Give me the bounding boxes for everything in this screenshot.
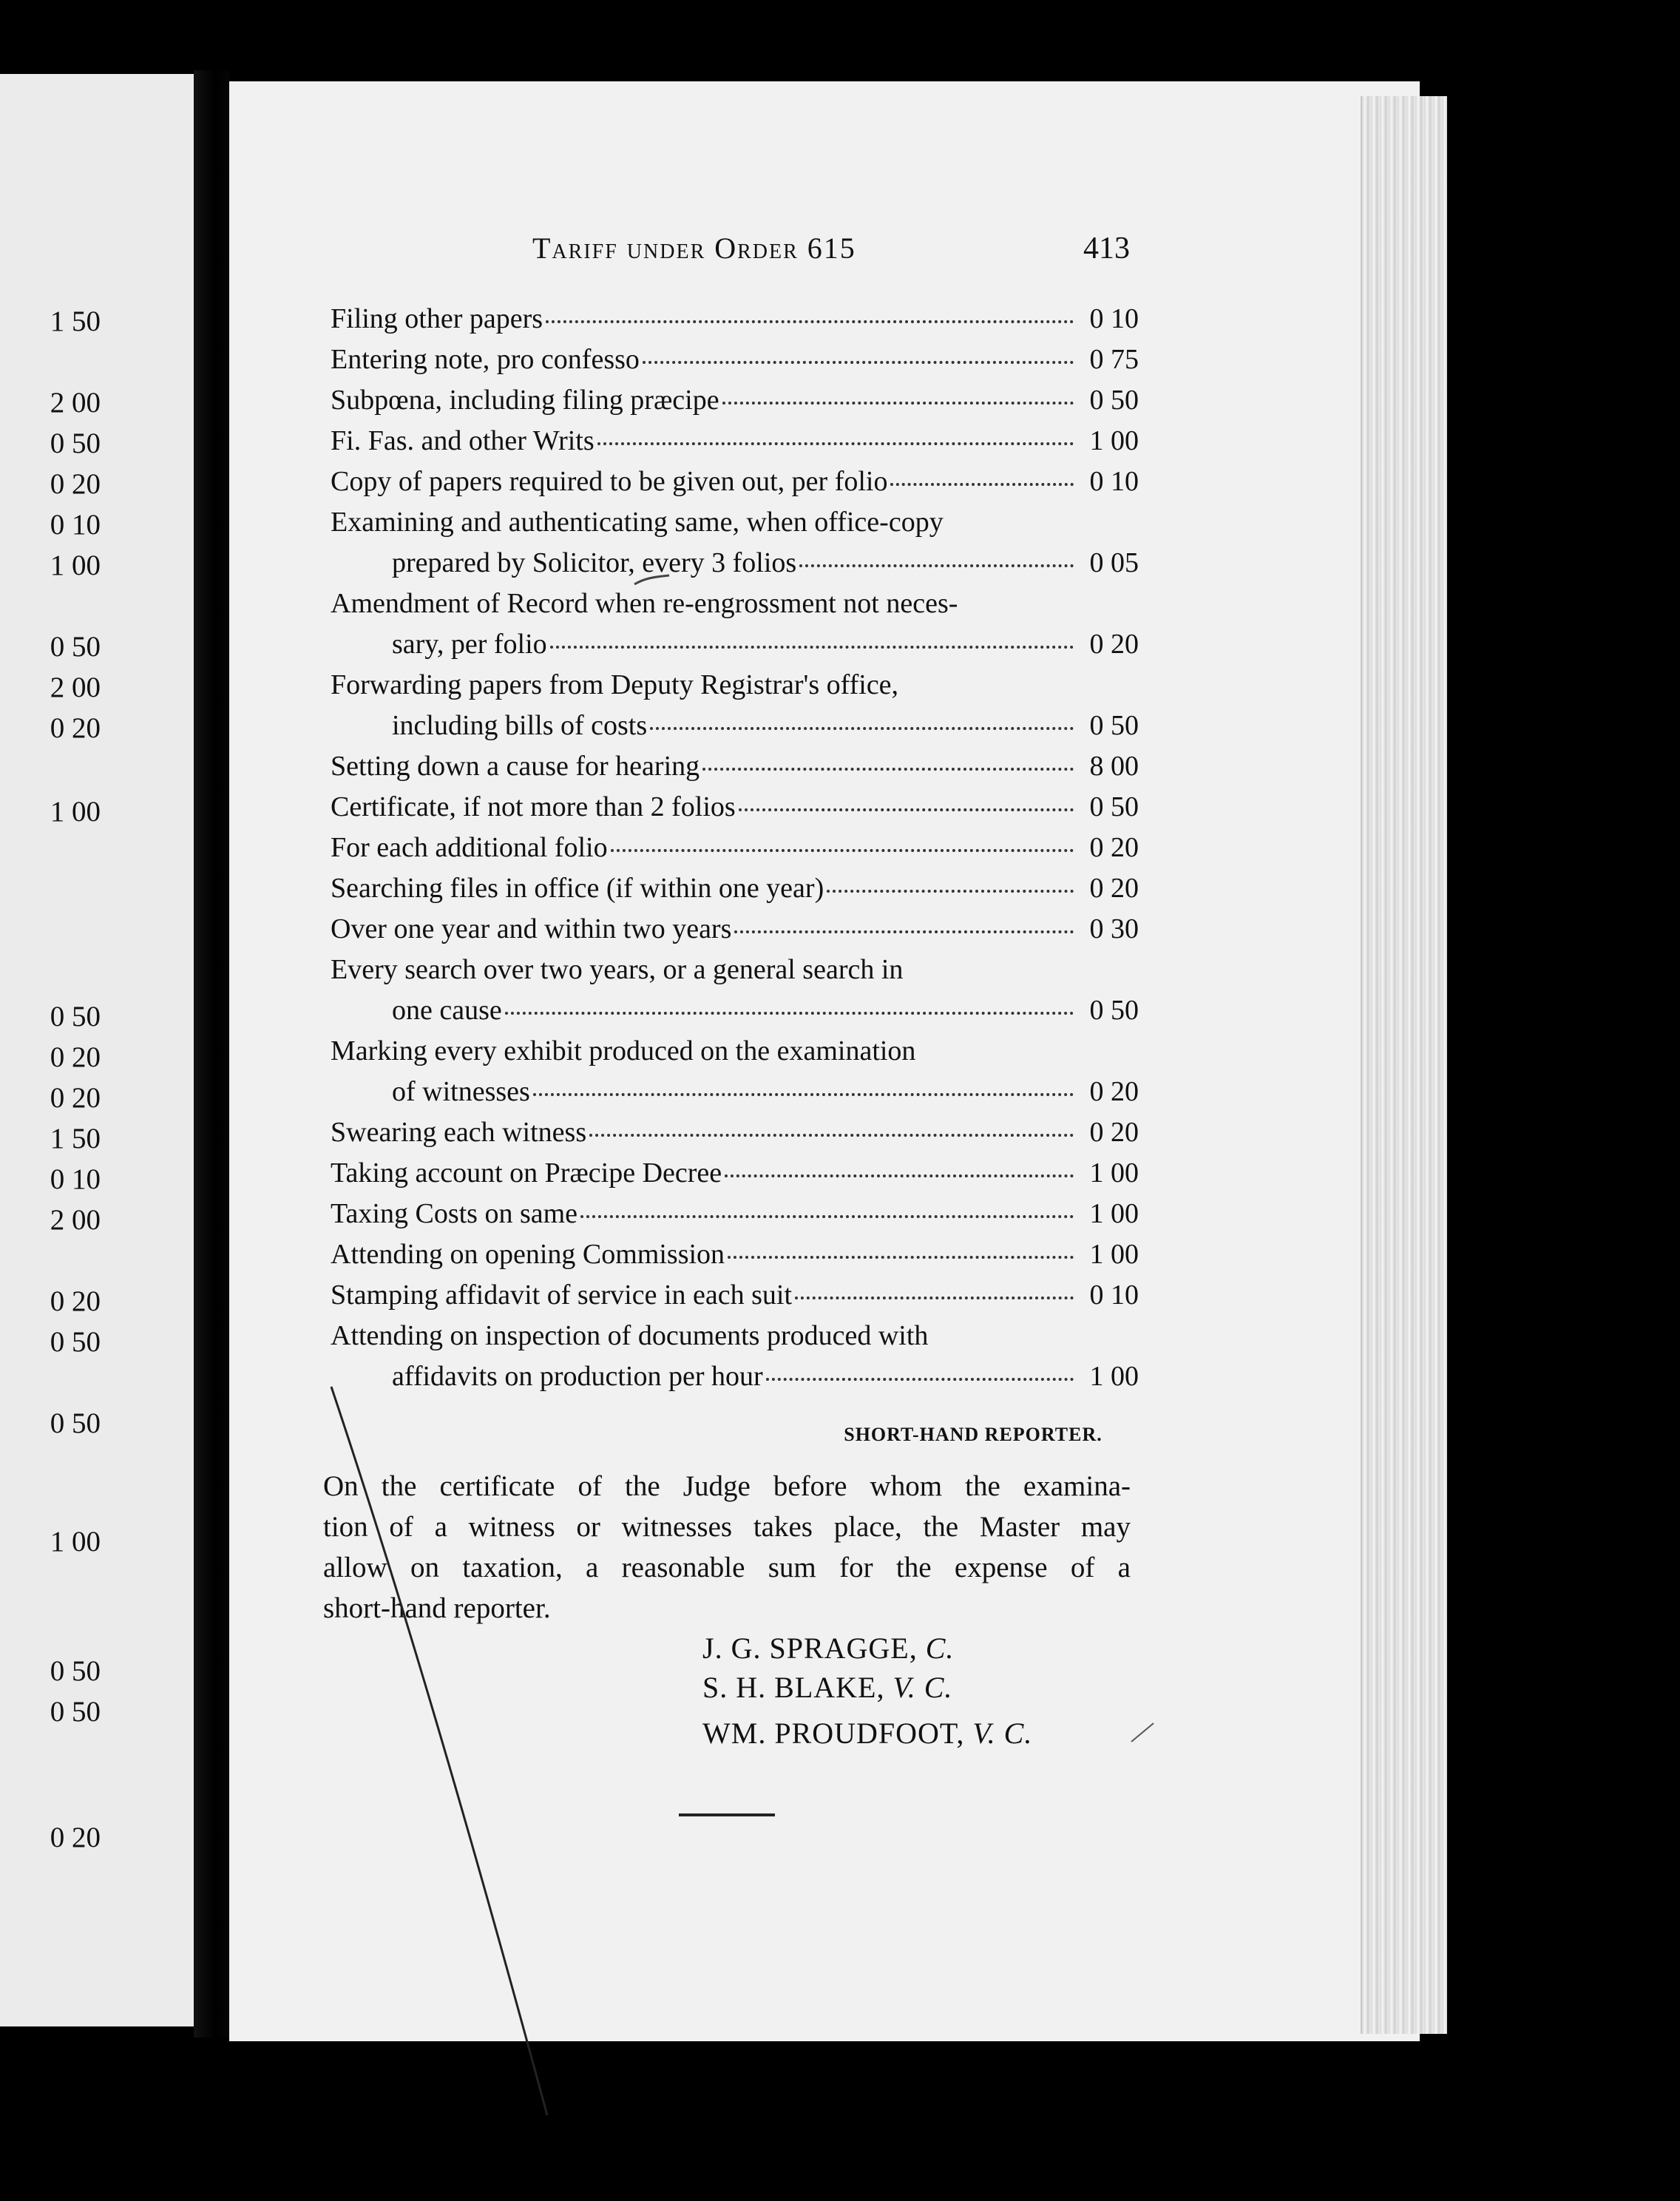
fee-description: sary, per folio <box>392 629 547 660</box>
fee-description: Searching files in office (if within one year) <box>331 873 824 904</box>
fee-amount: 1 00 <box>1089 1361 1139 1392</box>
fee-amount: 1 00 <box>1089 1198 1139 1229</box>
fee-amount: 0 20 <box>1089 1117 1139 1148</box>
left-amount: 0 50 <box>50 1655 101 1687</box>
fee-description: Stamping affidavit of service in each suit <box>331 1279 793 1311</box>
fee-description: one cause <box>392 995 502 1026</box>
fee-description: Setting down a cause for hearing <box>331 751 700 782</box>
left-amount: 0 50 <box>50 1001 101 1032</box>
fee-amount: 0 10 <box>1089 303 1139 334</box>
signer-title: V. C. <box>972 1717 1033 1750</box>
signer-name: WM. PROUDFOOT, <box>702 1717 965 1750</box>
fee-amount: 0 10 <box>1089 466 1139 497</box>
left-amount: 2 00 <box>50 672 101 703</box>
fee-description: Subpœna, including filing præcipe <box>331 385 719 416</box>
left-amount: 0 20 <box>50 1041 101 1073</box>
fee-amount: 0 20 <box>1089 873 1139 904</box>
fee-amount: 1 00 <box>1089 425 1139 456</box>
fee-amount: 0 50 <box>1089 710 1139 741</box>
fee-description: Attending on inspection of documents produced with <box>331 1320 929 1351</box>
section-title: SHORT-HAND REPORTER. <box>844 1424 1102 1445</box>
fee-description: Entering note, pro confesso <box>331 344 640 375</box>
paragraph-line: allow on taxation, a reasonable sum for the expense of a <box>323 1552 1131 1583</box>
paragraph-line: On the certificate of the Judge before whom the examina- <box>323 1470 1131 1502</box>
left-amount: 1 00 <box>50 796 101 828</box>
fee-amount: 0 20 <box>1089 832 1139 863</box>
left-amount: 2 00 <box>50 387 101 419</box>
fee-amount: 0 30 <box>1089 913 1139 944</box>
left-amount: 0 50 <box>50 1696 101 1728</box>
fee-amount: 0 50 <box>1089 791 1139 822</box>
fee-description: of witnesses <box>392 1076 530 1107</box>
left-amount: 1 00 <box>50 550 101 581</box>
running-head: Tariff under Order 615 <box>532 231 856 265</box>
fee-amount: 0 20 <box>1089 1076 1139 1107</box>
fee-description: Forwarding papers from Deputy Registrar's office, <box>331 669 899 700</box>
left-amount: 0 50 <box>50 427 101 459</box>
signer-name: J. G. SPRAGGE, <box>702 1632 918 1665</box>
fee-amount: 0 75 <box>1089 344 1139 375</box>
fee-description: Taxing Costs on same <box>331 1198 578 1229</box>
left-amount: 0 50 <box>50 1326 101 1358</box>
fee-amount: 0 50 <box>1089 385 1139 416</box>
signer-name: S. H. BLAKE, <box>702 1671 885 1704</box>
fee-description: Taking account on Præcipe Decree <box>331 1157 722 1189</box>
fee-amount: 0 20 <box>1089 629 1139 660</box>
left-amount: 0 20 <box>50 1285 101 1317</box>
left-amount: 0 10 <box>50 1163 101 1195</box>
fee-description: Every search over two years, or a general search in <box>331 954 904 985</box>
left-amount: 0 50 <box>50 1407 101 1439</box>
left-amount: 1 50 <box>50 1123 101 1154</box>
fee-description: affidavits on production per hour <box>392 1361 763 1392</box>
left-amount: 0 20 <box>50 712 101 744</box>
left-amount: 2 00 <box>50 1204 101 1236</box>
fee-amount: 0 10 <box>1089 1279 1139 1311</box>
fee-description: Copy of papers required to be given out, per folio <box>331 466 888 497</box>
page-number: 413 <box>1083 231 1130 266</box>
paragraph-line: short-hand reporter. <box>323 1592 551 1624</box>
fee-description: including bills of costs <box>392 710 648 741</box>
paragraph-line: tion of a witness or witnesses takes place, the Master may <box>323 1511 1131 1543</box>
left-amount: 0 50 <box>50 631 101 663</box>
left-amount: 0 20 <box>50 1082 101 1114</box>
fee-description: Examining and authenticating same, when office-copy <box>331 507 944 538</box>
fee-description: Attending on opening Commission <box>331 1239 725 1270</box>
left-amount: 0 10 <box>50 509 101 541</box>
fee-description: Over one year and within two years <box>331 913 732 944</box>
left-amount: 1 50 <box>50 305 101 337</box>
left-amount: 0 20 <box>50 468 101 500</box>
fee-amount: 1 00 <box>1089 1157 1139 1189</box>
fee-description: Fi. Fas. and other Writs <box>331 425 595 456</box>
signer-title: C. <box>925 1632 955 1665</box>
fee-description: For each additional folio <box>331 832 608 863</box>
fee-description: Amendment of Record when re-engrossment not neces- <box>331 588 958 619</box>
fee-description: Marking every exhibit produced on the examination <box>331 1035 916 1066</box>
fee-description: Filing other papers <box>331 303 543 334</box>
left-amount: 0 20 <box>50 1822 101 1853</box>
fee-description: Certificate, if not more than 2 folios <box>331 791 736 822</box>
fee-description: Swearing each witness <box>331 1117 587 1148</box>
signer-title: V. C. <box>892 1671 953 1704</box>
fee-amount: 0 50 <box>1089 995 1139 1026</box>
left-amount: 1 00 <box>50 1526 101 1558</box>
fee-amount: 0 05 <box>1089 547 1139 578</box>
fee-amount: 1 00 <box>1089 1239 1139 1270</box>
fee-description: prepared by Solicitor, every 3 folios <box>392 547 797 578</box>
fee-amount: 8 00 <box>1089 751 1139 782</box>
